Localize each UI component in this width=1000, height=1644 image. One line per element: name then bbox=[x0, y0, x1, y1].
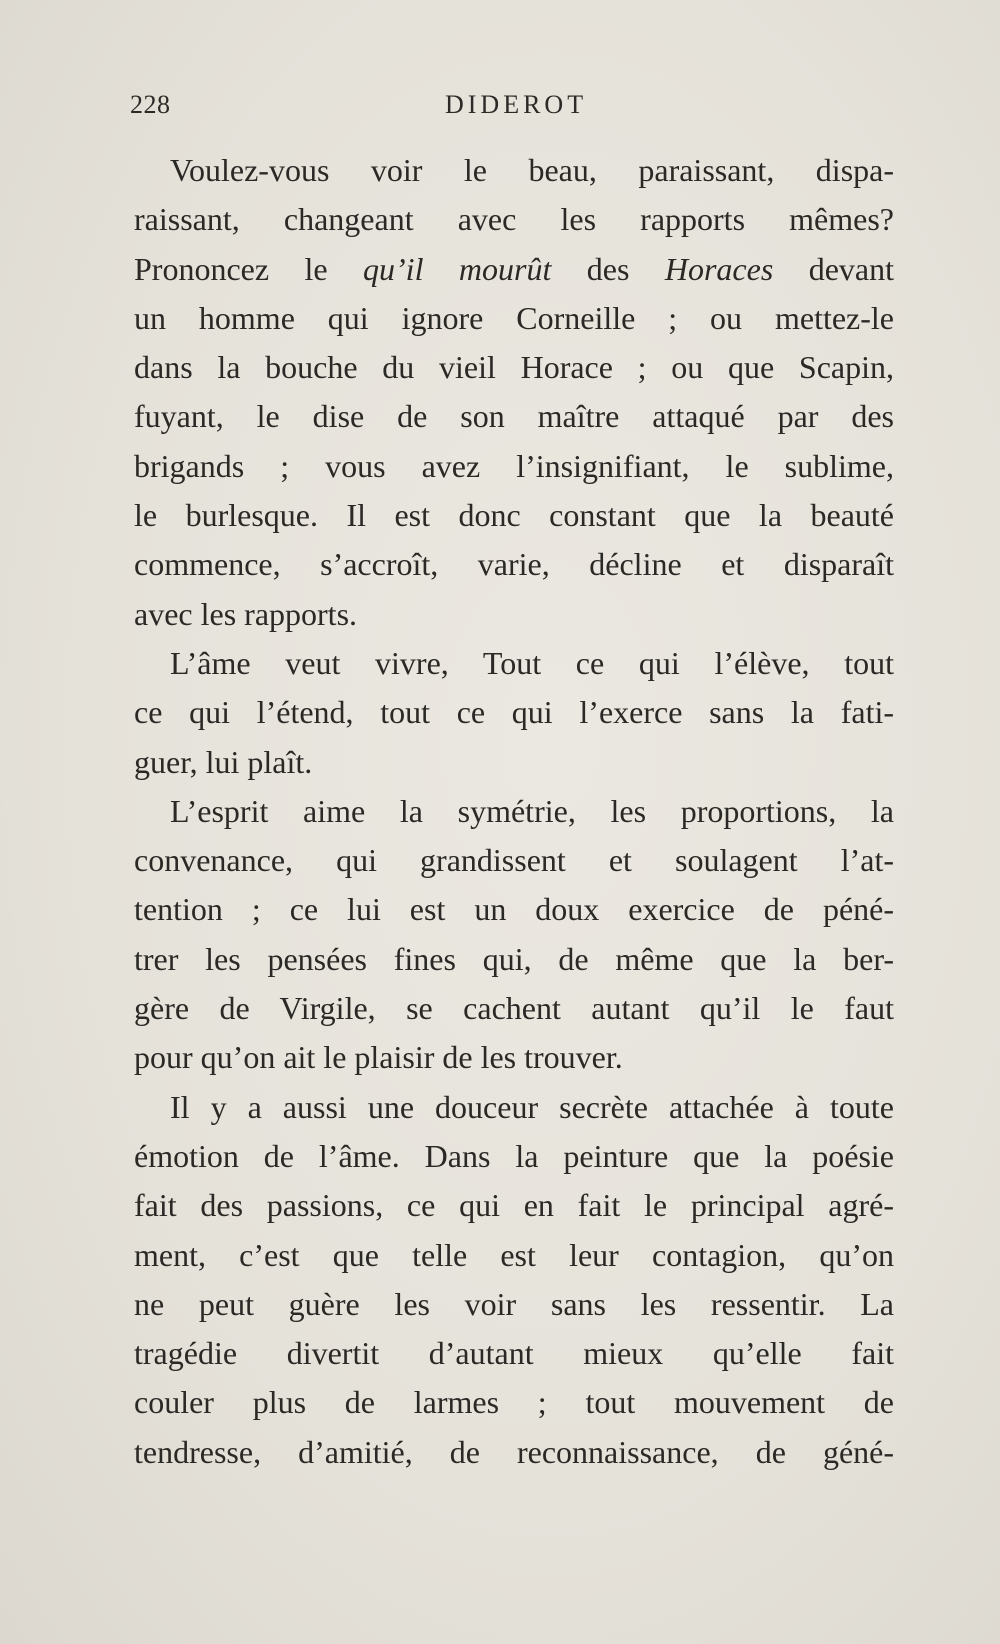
text-line: fuyant, le dise de son maître attaqué par des bbox=[134, 398, 894, 435]
text-line: commence, s’accroît, varie, décline et disparaît bbox=[134, 546, 894, 583]
text-line: couler plus de larmes ; tout mouvement de bbox=[134, 1384, 894, 1421]
text-line: pour qu’on ait le plaisir de les trouver. bbox=[134, 1039, 623, 1076]
italic-phrase: Horaces bbox=[664, 250, 774, 287]
italic-phrase: qu’il mourût bbox=[363, 250, 552, 287]
text-segment: Prononcez le bbox=[134, 250, 364, 287]
text-line: dans la bouche du vieil Horace ; ou que Scapin, bbox=[134, 349, 894, 386]
running-head: DIDEROT bbox=[445, 90, 588, 119]
text-line: raissant, changeant avec les rapports mêmes? bbox=[134, 201, 894, 238]
text-line: ce qui l’étend, tout ce qui l’exerce sans la fati- bbox=[134, 694, 894, 731]
text-line bbox=[134, 245, 894, 294]
text-line: un homme qui ignore Corneille ; ou mettez-le bbox=[134, 299, 894, 336]
text-line: le burlesque. Il est donc constant que la beauté bbox=[134, 497, 894, 534]
text-line: brigands ; vous avez l’insignifiant, le sublime, bbox=[134, 447, 894, 484]
text-line: L’esprit aime la symétrie, les proportions, la bbox=[170, 792, 894, 829]
text-line: guer, lui plaît. bbox=[134, 743, 313, 780]
text-segment: des bbox=[551, 250, 665, 287]
text-line: L’âme veut vivre, Tout ce qui l’élève, tout bbox=[170, 644, 894, 681]
text-line: ment, c’est que telle est leur contagion, qu’on bbox=[134, 1236, 894, 1273]
text-line: gère de Virgile, se cachent autant qu’il le faut bbox=[134, 990, 894, 1027]
text-line: tention ; ce lui est un doux exercice de péné- bbox=[134, 891, 894, 928]
text-line: Il y a aussi une douceur secrète attachée à toute bbox=[170, 1088, 894, 1125]
text-line: émotion de l’âme. Dans la peinture que la poésie bbox=[134, 1137, 894, 1174]
text-segment: devant bbox=[773, 250, 895, 287]
page-header bbox=[130, 90, 896, 130]
body-text bbox=[134, 146, 894, 1477]
text-line: Voulez-vous voir le beau, paraissant, dispa- bbox=[170, 152, 894, 188]
text-line: convenance, qui grandissent et soulagent l’at- bbox=[134, 842, 894, 879]
text-line: tragédie divertit d’autant mieux qu’elle fait bbox=[134, 1335, 894, 1372]
text-line: avec les rapports. bbox=[134, 595, 358, 632]
text-line: ne peut guère les voir sans les ressentir. La bbox=[134, 1285, 894, 1322]
text-line: tendresse, d’amitié, de reconnaissance, de géné- bbox=[134, 1433, 894, 1470]
text-line: trer les pensées fines qui, de même que la ber- bbox=[134, 940, 894, 977]
text-line: fait des passions, ce qui en fait le principal agré- bbox=[134, 1187, 894, 1224]
page-number: 228 bbox=[130, 90, 171, 119]
